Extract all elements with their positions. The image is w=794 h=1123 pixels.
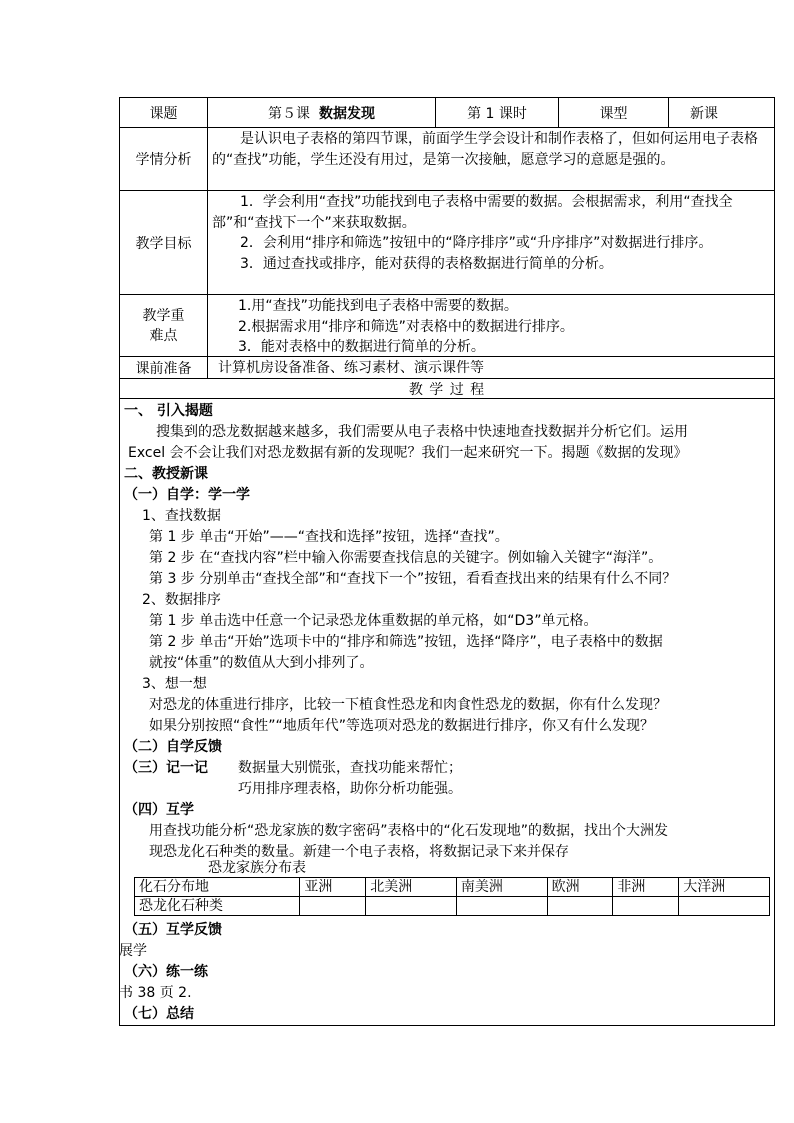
preparation-text: 计算机房设备准备、练习素材、演示课件等 [218, 360, 484, 376]
table-header-cell: 化石分布地 [135, 878, 300, 897]
objectives-row [120, 191, 774, 295]
type-label-cell [559, 98, 669, 127]
objective-item: 3．通过查找或排序，能对获得的表格数据进行简单的分析。 [240, 255, 613, 272]
table-header-cell: 北美洲 [366, 878, 457, 897]
mutual-task-line: 用查找功能分析“恐龙家族的数字密码”表格中的“化石发现地”的数据，找出个大洲发 [149, 823, 669, 839]
lesson-plan-table [119, 97, 775, 1026]
keypoints-text-cell [208, 295, 774, 356]
think-question: 对恐龙的体重进行排序，比较一下植食性恐龙和肉食性恐龙的数据，你有什么发现？ [149, 697, 667, 713]
preparation-text-cell [208, 357, 774, 378]
preparation-label-cell [120, 357, 208, 378]
table-header-cell: 亚洲 [300, 878, 366, 897]
sort-data-title: 2、数据排序 [142, 592, 221, 608]
type-value-cell [669, 98, 774, 127]
table-header-cell: 大洋洲 [679, 878, 770, 897]
lesson-title-cell [208, 98, 436, 127]
keypoint-item: 2.根据需求用“排序和筛选”对表格中的数据进行排序。 [238, 318, 574, 335]
keypoints-label-line2: 难点 [149, 327, 178, 344]
objectives-label-cell [120, 191, 208, 294]
objective-item: 2．会利用“排序和筛选”按钮中的“降序排序”或“升序排序”对数据进行排序。 [240, 235, 713, 251]
preparation-row [120, 357, 774, 379]
self-feedback-title: （二）自学反馈 [124, 739, 222, 755]
lesson-title: 数据发现 [318, 105, 375, 122]
type-label: 课型 [599, 105, 628, 122]
analysis-row [120, 128, 774, 191]
table-cell [547, 897, 613, 916]
table-cell [679, 897, 770, 916]
summary-title: （七）总结 [124, 1006, 194, 1022]
period-value: 第 1 课时 [467, 105, 527, 122]
practice-title: （六）练一练 [124, 964, 208, 980]
table-header-cell: 欧洲 [547, 878, 613, 897]
practice-text: 书 38 页 2. [119, 985, 192, 1001]
header-row [120, 98, 774, 128]
remember-title: （三）记一记 [124, 760, 208, 776]
table-row-label: 恐龙化石种类 [135, 897, 300, 916]
sort-step: 第 1 步 单击选中任意一个记录恐龙体重数据的单元格，如“D3”单元格。 [149, 613, 598, 629]
type-value: 新课 [690, 106, 718, 122]
section-intro-title: 一、 引入揭题 [124, 403, 213, 419]
find-data-title: 1、查找数据 [142, 508, 221, 524]
find-step: 第 2 步 在“查找内容”栏中输入你需要查找信息的关键字。例如输入关键字“海洋”。 [149, 550, 663, 566]
analysis-text-cell [208, 128, 774, 190]
keypoints-label-cell [120, 295, 208, 356]
mutual-task-line: 现恐龙化石种类的数量。新建一个电子表格，将数据记录下来并保存 [149, 844, 569, 860]
objective-item: 1．学会利用“查找”功能找到电子表格中需要的数据。会根据需求，利用“查找全部”和“查找下一个”来获取数据。 [212, 194, 733, 231]
rhyme-line: 巧用排序理表格，助你分析功能强。 [238, 781, 462, 797]
topic-label-cell [120, 98, 208, 127]
table-header-cell: 非洲 [613, 878, 679, 897]
table-cell [300, 897, 366, 916]
preparation-label: 课前准备 [135, 360, 192, 377]
show-text: 展学 [119, 943, 147, 959]
objectives-label: 教学目标 [135, 235, 192, 252]
think-question: 如果分别按照“食性”“地质年代”等选项对恐龙的数据进行排序，你又有什么发现？ [149, 718, 655, 734]
mutual-study-title: （四）互学 [124, 802, 194, 818]
keypoint-item: 3．能对表格中的数据进行简单的分析。 [238, 339, 485, 355]
find-step: 第 1 步 单击“开始”——“查找和选择”按钮，选择“查找”。 [149, 529, 509, 545]
keypoint-item: 1.用“查找”功能找到电子表格中需要的数据。 [238, 298, 518, 314]
sort-step: 第 2 步 单击“开始”选项卡中的“排序和筛选”按钮，选择“降序”，电子表格中的数据 [149, 634, 663, 650]
intro-line: 搜集到的恐龙数据越来越多，我们需要从电子表格中快速地查找数据并分析它们。运用 [156, 424, 688, 440]
intro-line: Excel 会不会让我们对恐龙数据有新的发现呢？我们一起来研究一下。揭题《数据的发现》 [128, 445, 688, 461]
mutual-feedback-title: （五）互学反馈 [124, 922, 222, 938]
analysis-label: 学情分析 [135, 152, 192, 168]
table-row [135, 897, 770, 916]
section-new-lesson-title: 二、教授新课 [124, 466, 208, 482]
keypoints-row [120, 295, 774, 357]
analysis-label-cell [120, 128, 208, 190]
process-heading: 教 学 过 程 [408, 381, 486, 398]
table-header-cell: 南美洲 [456, 878, 547, 897]
find-step: 第 3 步 分别单击“查找全部”和“查找下一个”按钮，看看查找出来的结果有什么不同？ [149, 571, 677, 587]
objectives-text-cell [208, 191, 774, 294]
distribution-table [134, 877, 770, 916]
table-row [135, 878, 770, 897]
table-cell [456, 897, 547, 916]
self-study-title: （一）自学：学一学 [124, 487, 250, 503]
analysis-text: 是认识电子表格的第四节课，前面学生学会设计和制作表格了，但如何运用电子表格的“查找”功能，学生还没有用过，是第一次接触，愿意学习的意愿是强的。 [212, 131, 758, 168]
topic-label: 课题 [149, 105, 178, 122]
table-cell [366, 897, 457, 916]
keypoints-label-line1: 教学重 [142, 307, 185, 324]
distribution-table-caption: 恐龙家族分布表 [208, 860, 306, 876]
rhyme-line: 数据量大别慌张，查找功能来帮忙； [238, 760, 462, 776]
table-cell [613, 897, 679, 916]
sort-step: 就按“体重”的数值从大到小排列了。 [149, 655, 374, 671]
lesson-number: 第５课 [268, 105, 311, 122]
think-title: 3、想一想 [142, 676, 207, 692]
period-cell [436, 98, 559, 127]
process-heading-row [120, 379, 774, 399]
